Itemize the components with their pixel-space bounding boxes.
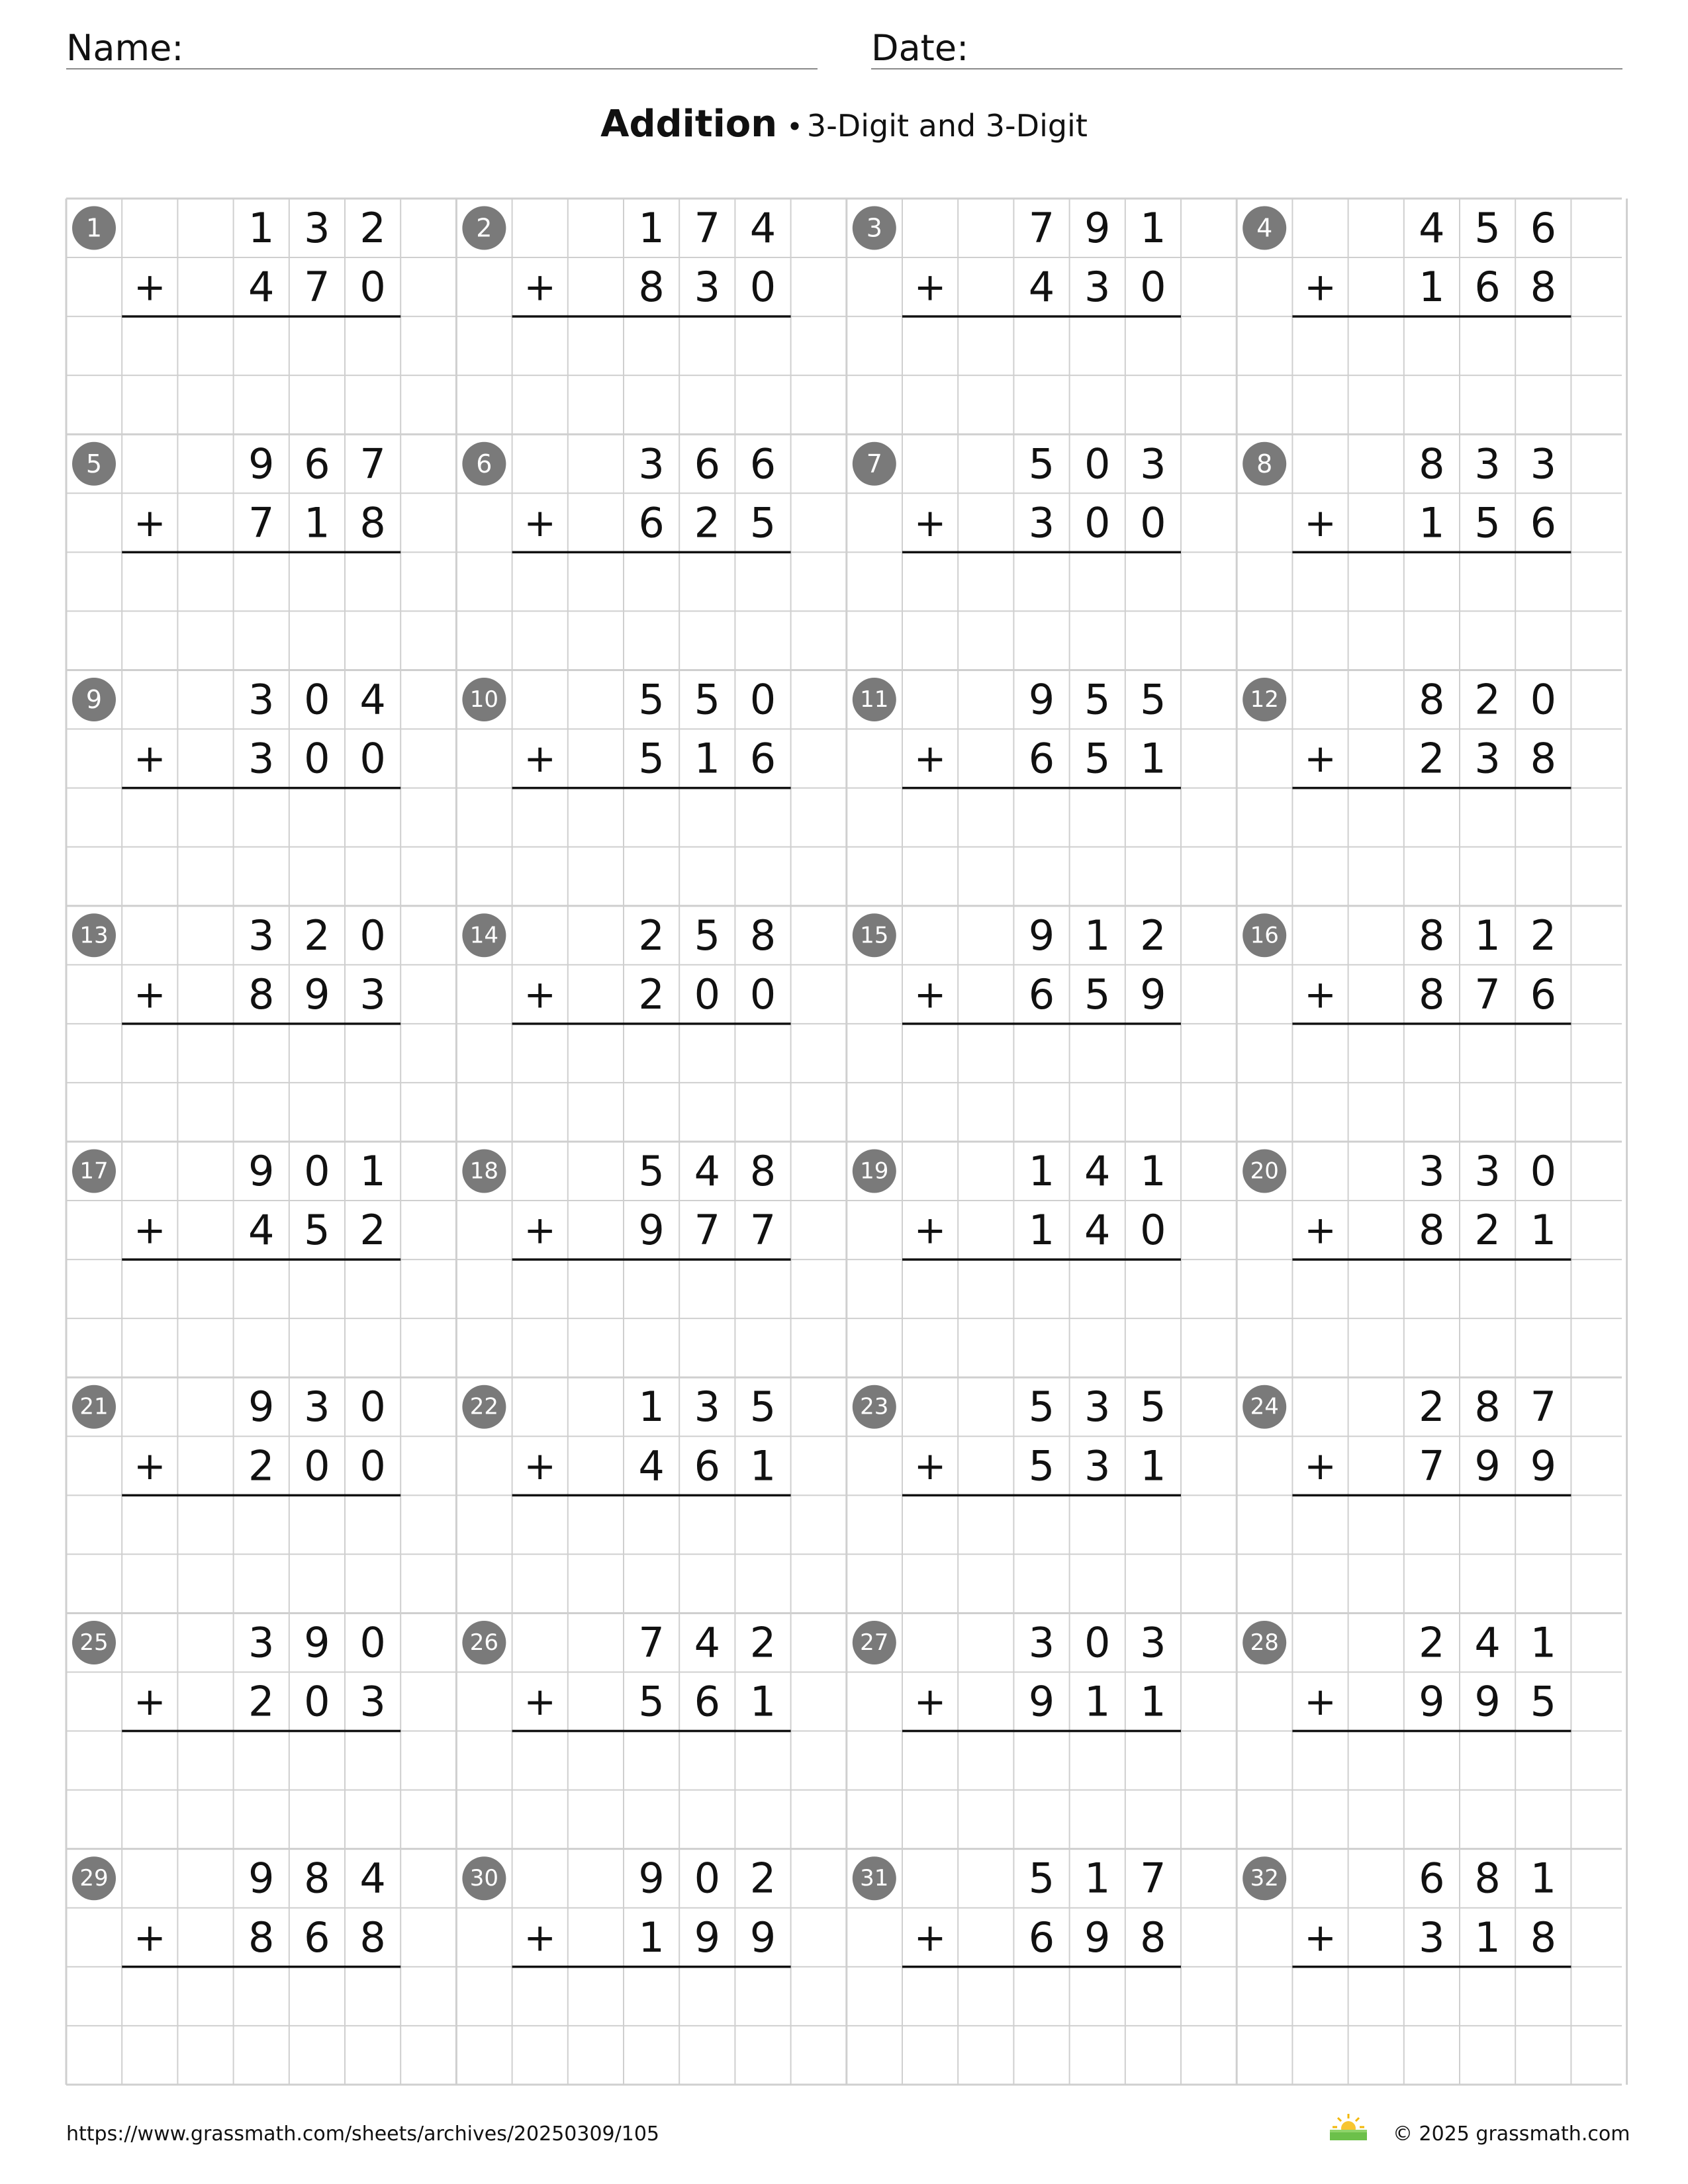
top-digit: 3 [1530,439,1557,488]
bottom-digit: 9 [304,970,330,1019]
top-digit: 1 [1028,1146,1055,1195]
bottom-digit: 9 [638,1206,665,1255]
bottom-digit: 3 [694,263,721,312]
top-digit: 3 [1474,1146,1501,1195]
bottom-digit: 5 [1084,970,1111,1019]
bottom-digit: 8 [1530,1913,1557,1962]
bottom-digit: 8 [248,970,275,1019]
plus-sign: + [524,1679,557,1725]
top-digit: 2 [638,911,665,960]
bottom-digit: 1 [304,498,330,547]
bottom-digit: 8 [359,1913,386,1962]
bottom-digit: 5 [1530,1677,1557,1726]
top-digit: 7 [1530,1383,1557,1432]
top-digit: 4 [359,1854,386,1903]
bottom-digit: 1 [749,1441,776,1490]
bottom-digit: 0 [304,1677,330,1726]
bottom-digit: 3 [1474,734,1501,783]
top-digit: 4 [1474,1618,1501,1667]
top-digit: 9 [1084,204,1111,253]
bottom-digit: 0 [304,734,330,783]
bottom-digit: 4 [638,1441,665,1490]
top-digit: 9 [248,1146,275,1195]
bottom-digit: 0 [1140,1206,1166,1255]
top-digit: 1 [248,204,275,253]
top-digit: 9 [248,439,275,488]
top-digit: 0 [359,1618,386,1667]
top-digit: 0 [304,675,330,724]
problem-number: 31 [860,1865,889,1892]
top-digit: 5 [1028,1854,1055,1903]
top-digit: 3 [304,1383,330,1432]
top-digit: 2 [1474,675,1501,724]
plus-sign: + [524,1443,557,1488]
title-separator: • [786,111,803,143]
plus-sign: + [1304,1915,1336,1960]
bottom-digit: 6 [1530,970,1557,1019]
bottom-digit: 6 [1474,263,1501,312]
bottom-digit: 2 [248,1441,275,1490]
top-digit: 0 [359,911,386,960]
problem-number: 6 [476,449,492,478]
bottom-digit: 0 [749,970,776,1019]
bottom-digit: 1 [1140,734,1166,783]
top-digit: 1 [1474,911,1501,960]
top-digit: 6 [304,439,330,488]
top-digit: 9 [304,1618,330,1667]
top-digit: 8 [1419,439,1445,488]
plus-sign: + [914,1679,947,1725]
plus-sign: + [914,1443,947,1488]
top-digit: 3 [248,1618,275,1667]
plus-sign: + [914,500,947,545]
top-digit: 4 [749,204,776,253]
top-digit: 2 [1140,911,1166,960]
bottom-digit: 6 [1028,970,1055,1019]
bottom-digit: 9 [1140,970,1166,1019]
bottom-digit: 5 [638,734,665,783]
bottom-digit: 8 [1530,263,1557,312]
bottom-digit: 6 [694,1441,721,1490]
top-digit: 0 [749,675,776,724]
top-digit: 4 [359,675,386,724]
bottom-digit: 2 [1474,1206,1501,1255]
top-digit: 8 [1419,911,1445,960]
bottom-digit: 1 [694,734,721,783]
bottom-digit: 9 [1474,1677,1501,1726]
bottom-digit: 2 [694,498,721,547]
top-digit: 2 [1419,1618,1445,1667]
bottom-digit: 9 [1530,1441,1557,1490]
top-digit: 0 [1530,1146,1557,1195]
plus-sign: + [1304,1207,1336,1253]
top-digit: 7 [694,204,721,253]
bottom-digit: 5 [638,1677,665,1726]
problem-number: 9 [85,685,103,715]
plus-sign: + [914,736,947,782]
footer-url: https://www.grassmath.com/sheets/archives/20250309/105 [66,2122,660,2146]
bottom-digit: 8 [1419,970,1445,1019]
top-digit: 2 [749,1854,776,1903]
problem-number: 25 [79,1629,109,1656]
plus-sign: + [524,1915,557,1960]
bottom-digit: 6 [1530,498,1557,547]
bottom-digit: 6 [1028,1913,1055,1962]
bottom-digit: 2 [638,970,665,1019]
title-main: Addition [600,103,778,146]
problem-number: 21 [79,1393,109,1420]
problem-number: 14 [469,922,499,949]
top-digit: 1 [638,204,665,253]
top-digit: 3 [638,439,665,488]
problem-number: 5 [85,449,103,478]
problem-number: 29 [79,1865,109,1892]
top-digit: 1 [638,1383,665,1432]
bottom-digit: 7 [694,1206,721,1255]
bottom-digit: 5 [304,1206,330,1255]
bottom-digit: 5 [1474,498,1501,547]
bottom-digit: 8 [638,263,665,312]
bottom-digit: 4 [248,263,275,312]
top-digit: 6 [694,439,721,488]
top-digit: 1 [1084,1854,1111,1903]
top-digit: 7 [1140,1854,1166,1903]
bottom-digit: 3 [1419,1913,1445,1962]
problem-number: 27 [860,1629,889,1656]
top-digit: 7 [638,1618,665,1667]
top-digit: 2 [749,1618,776,1667]
problem-number: 1 [85,213,103,243]
bottom-digit: 1 [1419,498,1445,547]
top-digit: 9 [1028,911,1055,960]
bottom-digit: 9 [1474,1441,1501,1490]
bottom-digit: 1 [749,1677,776,1726]
bottom-digit: 8 [1419,1206,1445,1255]
top-digit: 3 [1084,1383,1111,1432]
top-digit: 5 [638,1146,665,1195]
top-digit: 1 [1530,1854,1557,1903]
top-digit: 5 [1084,675,1111,724]
top-digit: 1 [1140,204,1166,253]
top-digit: 8 [749,1146,776,1195]
plus-sign: + [524,1207,557,1253]
plus-sign: + [914,1915,947,1960]
bottom-digit: 6 [304,1913,330,1962]
sun-over-grass-icon [1327,2113,1370,2142]
bottom-digit: 2 [1419,734,1445,783]
plus-sign: + [1304,500,1336,545]
top-digit: 1 [359,1146,386,1195]
bottom-digit: 7 [1419,1441,1445,1490]
top-digit: 8 [1474,1854,1501,1903]
bottom-digit: 3 [359,970,386,1019]
top-digit: 3 [1140,1618,1166,1667]
plus-sign: + [133,1915,166,1960]
plus-sign: + [914,972,947,1017]
bottom-digit: 3 [1084,263,1111,312]
bottom-digit: 8 [359,498,386,547]
problem-number: 24 [1250,1393,1279,1420]
top-digit: 6 [1419,1854,1445,1903]
top-digit: 7 [1028,204,1055,253]
plus-sign: + [1304,264,1336,310]
bottom-digit: 2 [248,1677,275,1726]
plus-sign: + [524,736,557,782]
bottom-digit: 0 [749,263,776,312]
bottom-digit: 1 [1474,1913,1501,1962]
problem-number: 2 [476,213,492,243]
bottom-digit: 6 [749,734,776,783]
top-digit: 3 [1028,1618,1055,1667]
top-digit: 5 [638,675,665,724]
top-digit: 4 [1419,204,1445,253]
bottom-digit: 3 [1028,498,1055,547]
bottom-digit: 7 [1474,970,1501,1019]
top-digit: 0 [304,1146,330,1195]
bottom-digit: 3 [359,1677,386,1726]
top-digit: 0 [694,1854,721,1903]
bottom-digit: 3 [1084,1441,1111,1490]
plus-sign: + [1304,1679,1336,1725]
plus-sign: + [133,736,166,782]
problem-number: 17 [79,1158,109,1185]
top-digit: 5 [749,1383,776,1432]
bottom-digit: 8 [1140,1913,1166,1962]
top-digit: 8 [1419,675,1445,724]
top-digit: 0 [1084,439,1111,488]
problem-number: 11 [860,686,889,713]
top-digit: 2 [304,911,330,960]
top-digit: 3 [1474,439,1501,488]
bottom-digit: 8 [1530,734,1557,783]
bottom-digit: 9 [1419,1677,1445,1726]
problem-number: 20 [1250,1158,1279,1185]
bottom-digit: 9 [694,1913,721,1962]
problem-number: 8 [1256,449,1273,478]
footer-copyright: © 2025 grassmath.com [1393,2122,1630,2146]
problem-number: 7 [866,449,882,478]
bottom-digit: 9 [749,1913,776,1962]
top-digit: 8 [1474,1383,1501,1432]
top-digit: 8 [304,1854,330,1903]
bottom-digit: 7 [749,1206,776,1255]
bottom-digit: 6 [694,1677,721,1726]
bottom-digit: 5 [749,498,776,547]
bottom-digit: 1 [1419,263,1445,312]
problem-number: 3 [866,213,882,243]
bottom-digit: 1 [1084,1677,1111,1726]
plus-sign: + [133,264,166,310]
top-digit: 5 [1140,1383,1166,1432]
top-digit: 9 [1028,675,1055,724]
problem-number: 28 [1250,1629,1279,1656]
problem-number: 16 [1250,922,1279,949]
bottom-digit: 5 [1084,734,1111,783]
top-digit: 5 [694,911,721,960]
top-digit: 5 [1474,204,1501,253]
top-digit: 0 [1530,675,1557,724]
plus-sign: + [524,264,557,310]
plus-sign: + [1304,736,1336,782]
problem-number: 32 [1250,1865,1279,1892]
top-digit: 9 [638,1854,665,1903]
bottom-digit: 4 [1084,1206,1111,1255]
name-label: Name: [66,27,184,69]
plus-sign: + [133,972,166,1017]
top-digit: 0 [359,1383,386,1432]
bottom-digit: 0 [694,970,721,1019]
bottom-digit: 0 [1140,498,1166,547]
problem-number: 22 [469,1393,499,1420]
top-digit: 9 [248,1383,275,1432]
bottom-digit: 9 [1084,1913,1111,1962]
title-subtitle: 3-Digit and 3-Digit [806,108,1088,144]
problem-number: 12 [1250,686,1279,713]
plus-sign: + [1304,972,1336,1017]
top-digit: 6 [1530,204,1557,253]
top-digit: 5 [694,675,721,724]
top-digit: 3 [248,911,275,960]
bottom-digit: 2 [359,1206,386,1255]
bottom-digit: 3 [248,734,275,783]
top-digit: 5 [1028,1383,1055,1432]
bottom-digit: 1 [1140,1677,1166,1726]
bottom-digit: 6 [1028,734,1055,783]
bottom-digit: 7 [304,263,330,312]
bottom-digit: 1 [638,1913,665,1962]
bottom-digit: 0 [359,734,386,783]
top-digit: 8 [749,911,776,960]
problem-number: 18 [469,1158,499,1185]
top-digit: 3 [1419,1146,1445,1195]
top-digit: 5 [1140,675,1166,724]
bottom-digit: 0 [304,1441,330,1490]
bottom-digit: 1 [1530,1206,1557,1255]
plus-sign: + [133,1207,166,1253]
top-digit: 3 [304,204,330,253]
problem-number: 10 [469,686,499,713]
problem-number: 23 [860,1393,889,1420]
bottom-digit: 1 [1140,1441,1166,1490]
top-digit: 4 [694,1618,721,1667]
top-digit: 7 [359,439,386,488]
top-digit: 3 [248,675,275,724]
plus-sign: + [524,500,557,545]
plus-sign: + [914,264,947,310]
bottom-digit: 0 [359,263,386,312]
top-digit: 2 [1530,911,1557,960]
top-digit: 2 [1419,1383,1445,1432]
bottom-digit: 1 [1028,1206,1055,1255]
top-digit: 9 [248,1854,275,1903]
top-digit: 5 [1028,439,1055,488]
top-digit: 2 [359,204,386,253]
bottom-digit: 5 [1028,1441,1055,1490]
problem-number: 19 [860,1158,889,1185]
top-digit: 1 [1084,911,1111,960]
problem-number: 15 [860,922,889,949]
top-digit: 3 [1140,439,1166,488]
bottom-digit: 4 [248,1206,275,1255]
problem-number: 4 [1256,213,1273,243]
plus-sign: + [133,1679,166,1725]
bottom-digit: 0 [1140,263,1166,312]
plus-sign: + [133,1443,166,1488]
bottom-digit: 8 [248,1913,275,1962]
top-digit: 6 [749,439,776,488]
problem-number: 30 [469,1865,499,1892]
top-digit: 0 [1084,1618,1111,1667]
plus-sign: + [133,500,166,545]
bottom-digit: 0 [359,1441,386,1490]
top-digit: 3 [694,1383,721,1432]
problem-number: 13 [79,922,109,949]
plus-sign: + [524,972,557,1017]
top-digit: 1 [1140,1146,1166,1195]
problem-number: 26 [469,1629,499,1656]
plus-sign: + [1304,1443,1336,1488]
bottom-digit: 6 [638,498,665,547]
bottom-digit: 0 [1084,498,1111,547]
top-digit: 4 [1084,1146,1111,1195]
top-digit: 1 [1530,1618,1557,1667]
bottom-digit: 7 [248,498,275,547]
bottom-digit: 4 [1028,263,1055,312]
plus-sign: + [914,1207,947,1253]
date-label: Date: [871,27,969,69]
bottom-digit: 9 [1028,1677,1055,1726]
top-digit: 4 [694,1146,721,1195]
